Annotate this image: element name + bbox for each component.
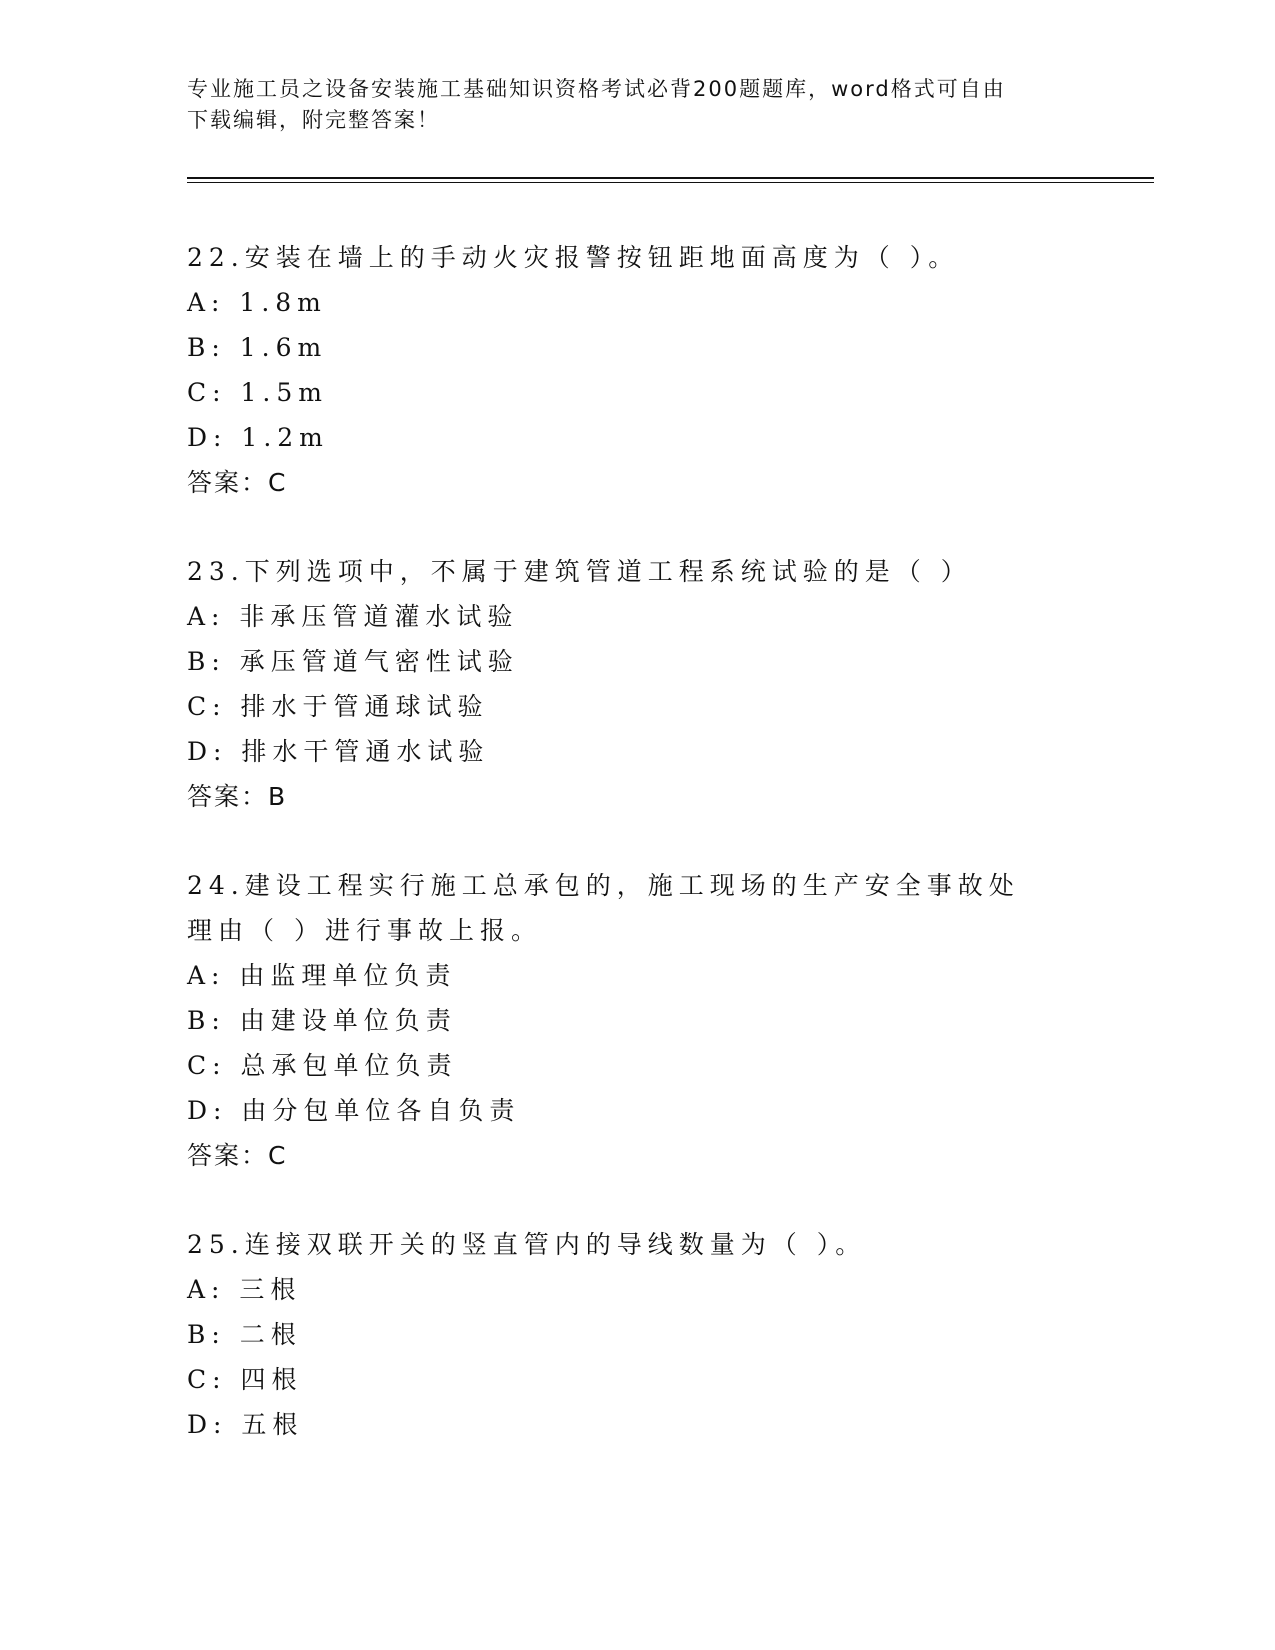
option-b: B: 二根 — [187, 1320, 302, 1349]
answer-label: 答案：B — [187, 782, 288, 811]
question-text: 24.建设工程实行施工总承包的，施工现场的生产安全事故处理由（ ）进行事故上报。 — [187, 871, 1020, 945]
option-c: C: 1.5m — [187, 378, 328, 407]
option-d: D: 五根 — [187, 1410, 304, 1439]
header-divider-thick — [187, 177, 1154, 179]
question-text: 22.安装在墙上的手动火灾报警按钮距地面高度为（ ）。 — [187, 243, 960, 272]
option-c: C: 四根 — [187, 1365, 303, 1394]
document-header — [187, 74, 1087, 136]
answer-label: 答案：C — [187, 1141, 288, 1170]
option-a: A: 1.8m — [187, 288, 327, 317]
question-22 — [187, 235, 1087, 505]
option-c: C: 总承包单位负责 — [187, 1051, 458, 1080]
question-text: 25.连接双联开关的竖直管内的导线数量为（ ）。 — [187, 1230, 867, 1259]
question-text: 23.下列选项中，不属于建筑管道工程系统试验的是（ ） — [187, 557, 972, 586]
header-line-1: 专业施工员之设备安装施工基础知识资格考试必背200题题库，word格式可自由 — [187, 77, 1006, 101]
option-c: C: 排水于管通球试验 — [187, 692, 489, 721]
question-25 — [187, 1222, 1087, 1447]
option-d: D: 排水干管通水试验 — [187, 737, 490, 766]
option-a: A: 三根 — [187, 1275, 302, 1304]
header-line-2: 下载编辑，附完整答案！ — [187, 108, 440, 132]
answer-label: 答案：C — [187, 468, 288, 497]
question-23 — [187, 549, 1087, 819]
header-divider-thin — [187, 182, 1154, 183]
question-24 — [187, 863, 1087, 1178]
option-b: B: 由建设单位负责 — [187, 1006, 457, 1035]
option-b: B: 承压管道气密性试验 — [187, 647, 519, 676]
option-b: B: 1.6m — [187, 333, 328, 362]
option-a: A: 非承压管道灌水试验 — [187, 602, 519, 631]
question-list — [187, 235, 1087, 1491]
option-d: D: 1.2m — [187, 423, 329, 452]
option-d: D: 由分包单位各自负责 — [187, 1096, 521, 1125]
option-a: A: 由监理单位负责 — [187, 961, 457, 990]
